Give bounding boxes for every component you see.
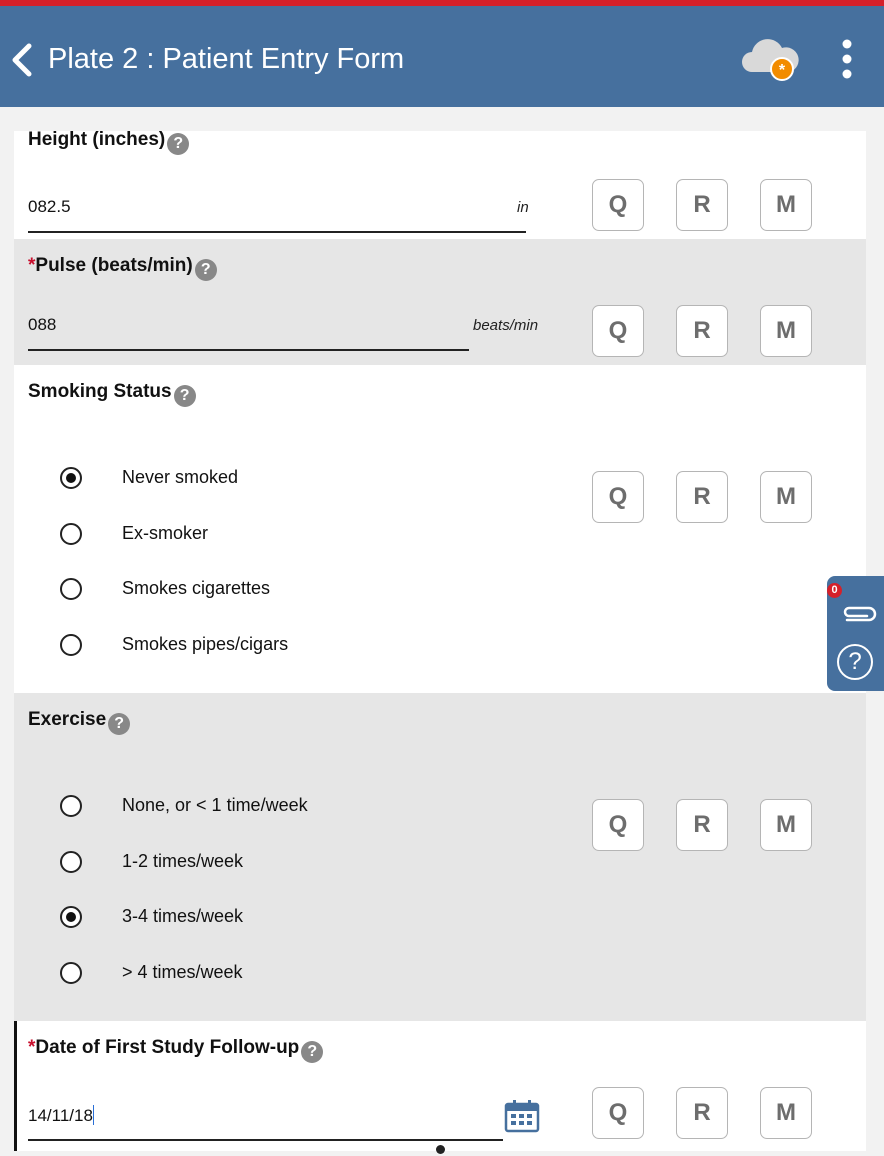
smoking-section: Smoking Status ? Never smoked Ex-smoker Smokes cigarettes Smokes pipes/cigars Q R M [14,365,866,693]
calendar-icon[interactable] [504,1099,540,1133]
smoking-r-button[interactable]: R [676,471,728,523]
back-chevron-icon[interactable] [8,40,34,80]
side-toolbar [827,576,884,691]
followup-label: *Date of First Study Follow-up ? [28,1037,323,1063]
svg-text:*: * [778,62,786,79]
height-field [28,185,529,233]
exercise-q-button[interactable]: Q [592,799,644,851]
exercise-section: Exercise ? None, or < 1 time/week 1-2 times/week 3-4 times/week > 4 times/week Q R M [14,693,866,1021]
radio-button[interactable] [60,578,82,600]
cloud-sync-icon[interactable] [738,34,800,84]
help-icon[interactable]: ? [174,385,196,407]
pulse-section [14,239,866,365]
radio-button[interactable] [60,962,82,984]
pulse-input[interactable] [28,315,328,335]
attachment-count-badge: 0 [827,583,842,598]
patient-entry-form [14,131,866,1151]
pulse-unit: beats/min [473,317,539,334]
height-unit: in [517,199,529,216]
pulse-m-button[interactable]: M [760,305,812,357]
pulse-q-button[interactable]: Q [592,305,644,357]
exercise-r-button[interactable]: R [676,799,728,851]
height-input[interactable] [28,197,328,217]
height-q-button[interactable]: Q [592,179,644,231]
followup-r-button[interactable]: R [676,1087,728,1139]
smoking-m-button[interactable]: M [760,471,812,523]
height-r-button[interactable]: R [676,179,728,231]
text-caret [93,1105,95,1125]
radio-button-checked[interactable] [60,906,82,928]
pulse-r-button[interactable]: R [676,305,728,357]
pulse-field [28,303,539,351]
help-icon[interactable]: ? [195,259,217,281]
pulse-label: *Pulse (beats/min) ? [28,255,217,281]
radio-button[interactable] [60,851,82,873]
radio-button[interactable] [60,634,82,656]
height-section [14,131,866,239]
help-circle-icon[interactable]: ? [837,644,873,680]
paperclip-icon[interactable] [837,590,877,630]
radio-button[interactable] [60,795,82,817]
exercise-m-button[interactable]: M [760,799,812,851]
height-label: Height (inches) ? [28,131,189,155]
radio-button[interactable] [60,523,82,545]
active-field-indicator [14,1021,17,1151]
followup-m-button[interactable]: M [760,1087,812,1139]
help-icon[interactable]: ? [301,1041,323,1063]
smoking-q-button[interactable]: Q [592,471,644,523]
more-vertical-icon[interactable] [834,38,860,80]
help-icon[interactable]: ? [108,713,130,735]
exercise-label: Exercise ? [28,709,130,735]
followup-section [14,1021,866,1151]
scroll-indicator [436,1145,445,1154]
followup-input[interactable]: 14/11/18 [28,1106,93,1125]
smoking-label: Smoking Status ? [28,381,196,407]
height-m-button[interactable]: M [760,179,812,231]
app-header [0,6,884,107]
followup-q-button[interactable]: Q [592,1087,644,1139]
followup-field [28,1093,503,1141]
help-icon[interactable]: ? [167,133,189,155]
radio-button-checked[interactable] [60,467,82,489]
page-title: Plate 2 : Patient Entry Form [48,43,405,75]
